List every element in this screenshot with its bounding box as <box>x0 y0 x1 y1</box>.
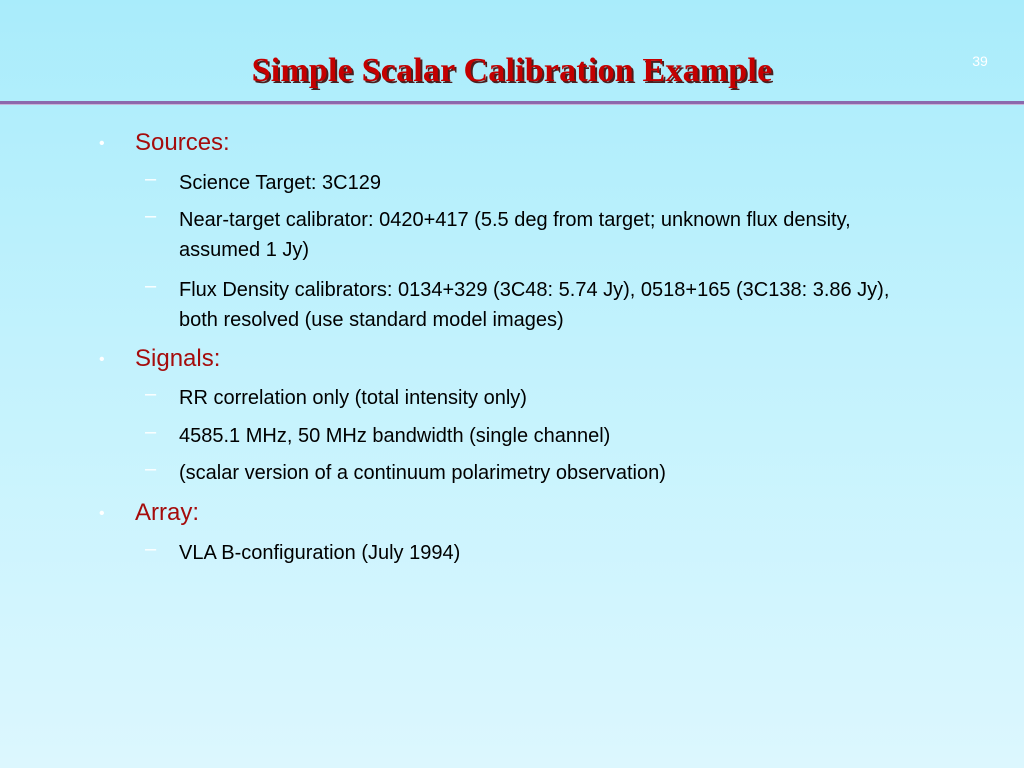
dash-icon: – <box>145 458 157 480</box>
dash-icon: – <box>145 421 157 443</box>
section-heading-array: Array: <box>135 499 200 526</box>
slide-title: Simple Scalar Calibration Example <box>251 52 773 89</box>
dash-icon: – <box>145 168 157 190</box>
dash-icon: – <box>145 275 157 297</box>
list-item: Flux Density calibrators: 0134+329 (3C48: 5.74 Jy), 0518+165 (3C138: 3.86 Jy), both resolved (use standard model images) <box>179 279 890 331</box>
bullet-icon: • <box>99 135 105 152</box>
section-heading-sources: Sources: <box>135 129 230 156</box>
section-heading-signals: Signals: <box>135 345 221 372</box>
dash-icon: – <box>145 383 157 405</box>
bullet-icon: • <box>99 351 105 368</box>
list-item: RR correlation only (total intensity only) <box>179 387 527 409</box>
list-item: Near-target calibrator: 0420+417 (5.5 deg from target; unknown flux density, assumed 1 Jy) <box>179 209 851 261</box>
list-item: (scalar version of a continuum polarimetry observation) <box>179 462 666 484</box>
slide-number: 39 <box>972 53 988 69</box>
list-item: 4585.1 MHz, 50 MHz bandwidth (single channel) <box>179 425 611 447</box>
list-item: VLA B-configuration (July 1994) <box>179 542 461 564</box>
dash-icon: – <box>145 205 157 227</box>
dash-icon: – <box>145 538 157 560</box>
list-item: Science Target: 3C129 <box>179 172 381 194</box>
bullet-icon: • <box>99 505 105 522</box>
title-divider-shadow <box>0 104 1024 105</box>
